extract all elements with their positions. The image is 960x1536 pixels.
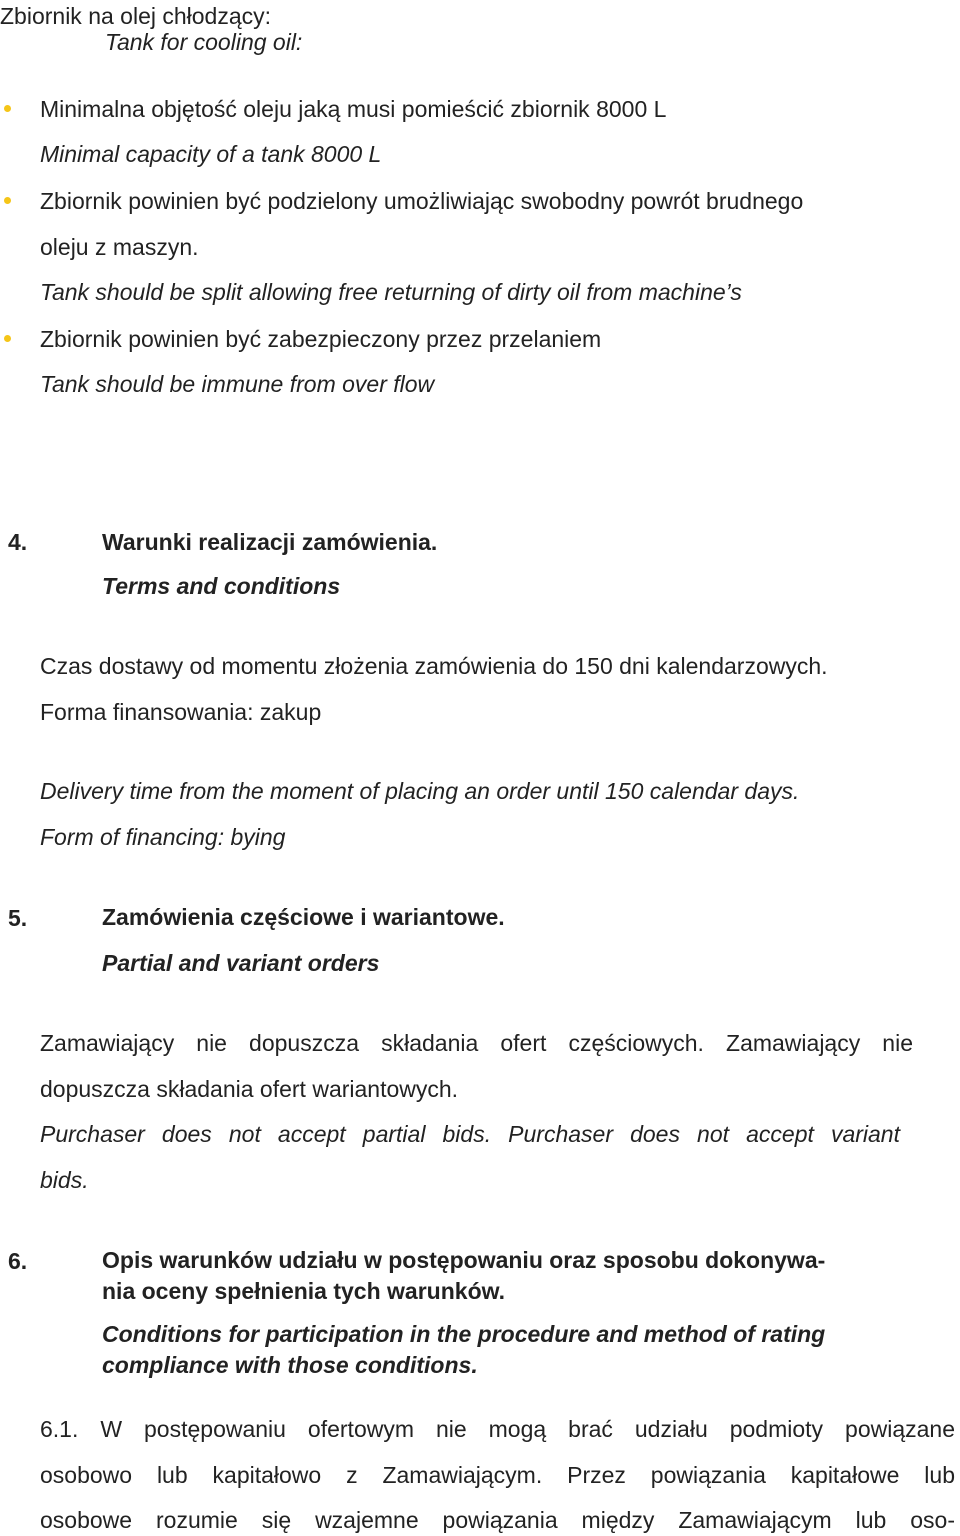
section-6-1-line2: osobowo lub kapitałowo z Zamawiającym. Przez powiązania kapitałowe lub [40,1462,955,1488]
section-4-number: 4. [8,529,28,555]
tank-item-2-en: Tank should be split allowing free returning of dirty oil from machine’s [40,279,742,305]
tank-item-3-pl: Zbiornik powinien być zabezpieczony przez przelaniem [40,326,602,352]
section-4-para-pl-2: Forma finansowania: zakup [40,699,322,725]
tank-title-en: Tank for cooling oil: [105,29,303,55]
section-6-title-pl-line1: Opis warunków udziału w postępowaniu oraz sposobu dokonywa- [102,1247,826,1273]
section-5-pl-line2: dopuszcza składania ofert wariantowych. [40,1076,459,1102]
section-5-en-line2: bids. [40,1167,89,1193]
section-6-number: 6. [8,1248,28,1274]
section-4-title-en: Terms and conditions [102,573,341,599]
section-6-1-line1: 6.1. W postępowaniu ofertowym nie mogą brać udziału podmioty powiązane [40,1416,955,1442]
section-6-title-en-line2: compliance with those conditions. [102,1352,478,1378]
section-4-para-pl-1: Czas dostawy od momentu złożenia zamówienia do 150 dni kalendarzowych. [40,653,828,679]
bullet-icon [4,197,11,204]
section-4-para-en-2: Form of financing: bying [40,824,286,850]
bullet-icon [4,105,11,112]
section-6-1-line3: osobowe rozumie się wzajemne powiązania między Zamawiającym lub oso- [40,1507,955,1533]
tank-item-3-en: Tank should be immune from over flow [40,371,435,397]
section-6-title-pl-line2: nia oceny spełnienia tych warunków. [102,1278,506,1304]
tank-item-2-pl-line2: oleju z maszyn. [40,234,199,260]
section-4-title-pl: Warunki realizacji zamówienia. [102,529,438,555]
section-5-en-line1: Purchaser does not accept partial bids. Purchaser does not accept variant [40,1121,900,1147]
tank-item-1-pl: Minimalna objętość oleju jaką musi pomieścić zbiornik 8000 L [40,96,667,122]
section-5-title-en: Partial and variant orders [102,950,380,976]
section-5-title-pl: Zamówienia częściowe i wariantowe. [102,904,505,930]
section-5-pl-line1: Zamawiający nie dopuszcza składania ofert częściowych. Zamawiający nie [40,1030,913,1056]
tank-title-pl: Zbiornik na olej chłodzący: [0,3,272,29]
bullet-icon [4,335,11,342]
section-6-title-en-line1: Conditions for participation in the procedure and method of rating [102,1321,826,1347]
tank-item-2-pl-line1: Zbiornik powinien być podzielony umożliwiając swobodny powrót brudnego [40,188,804,214]
section-5-number: 5. [8,905,28,931]
section-4-para-en-1: Delivery time from the moment of placing an order until 150 calendar days. [40,778,800,804]
tank-item-1-en: Minimal capacity of a tank 8000 L [40,141,382,167]
